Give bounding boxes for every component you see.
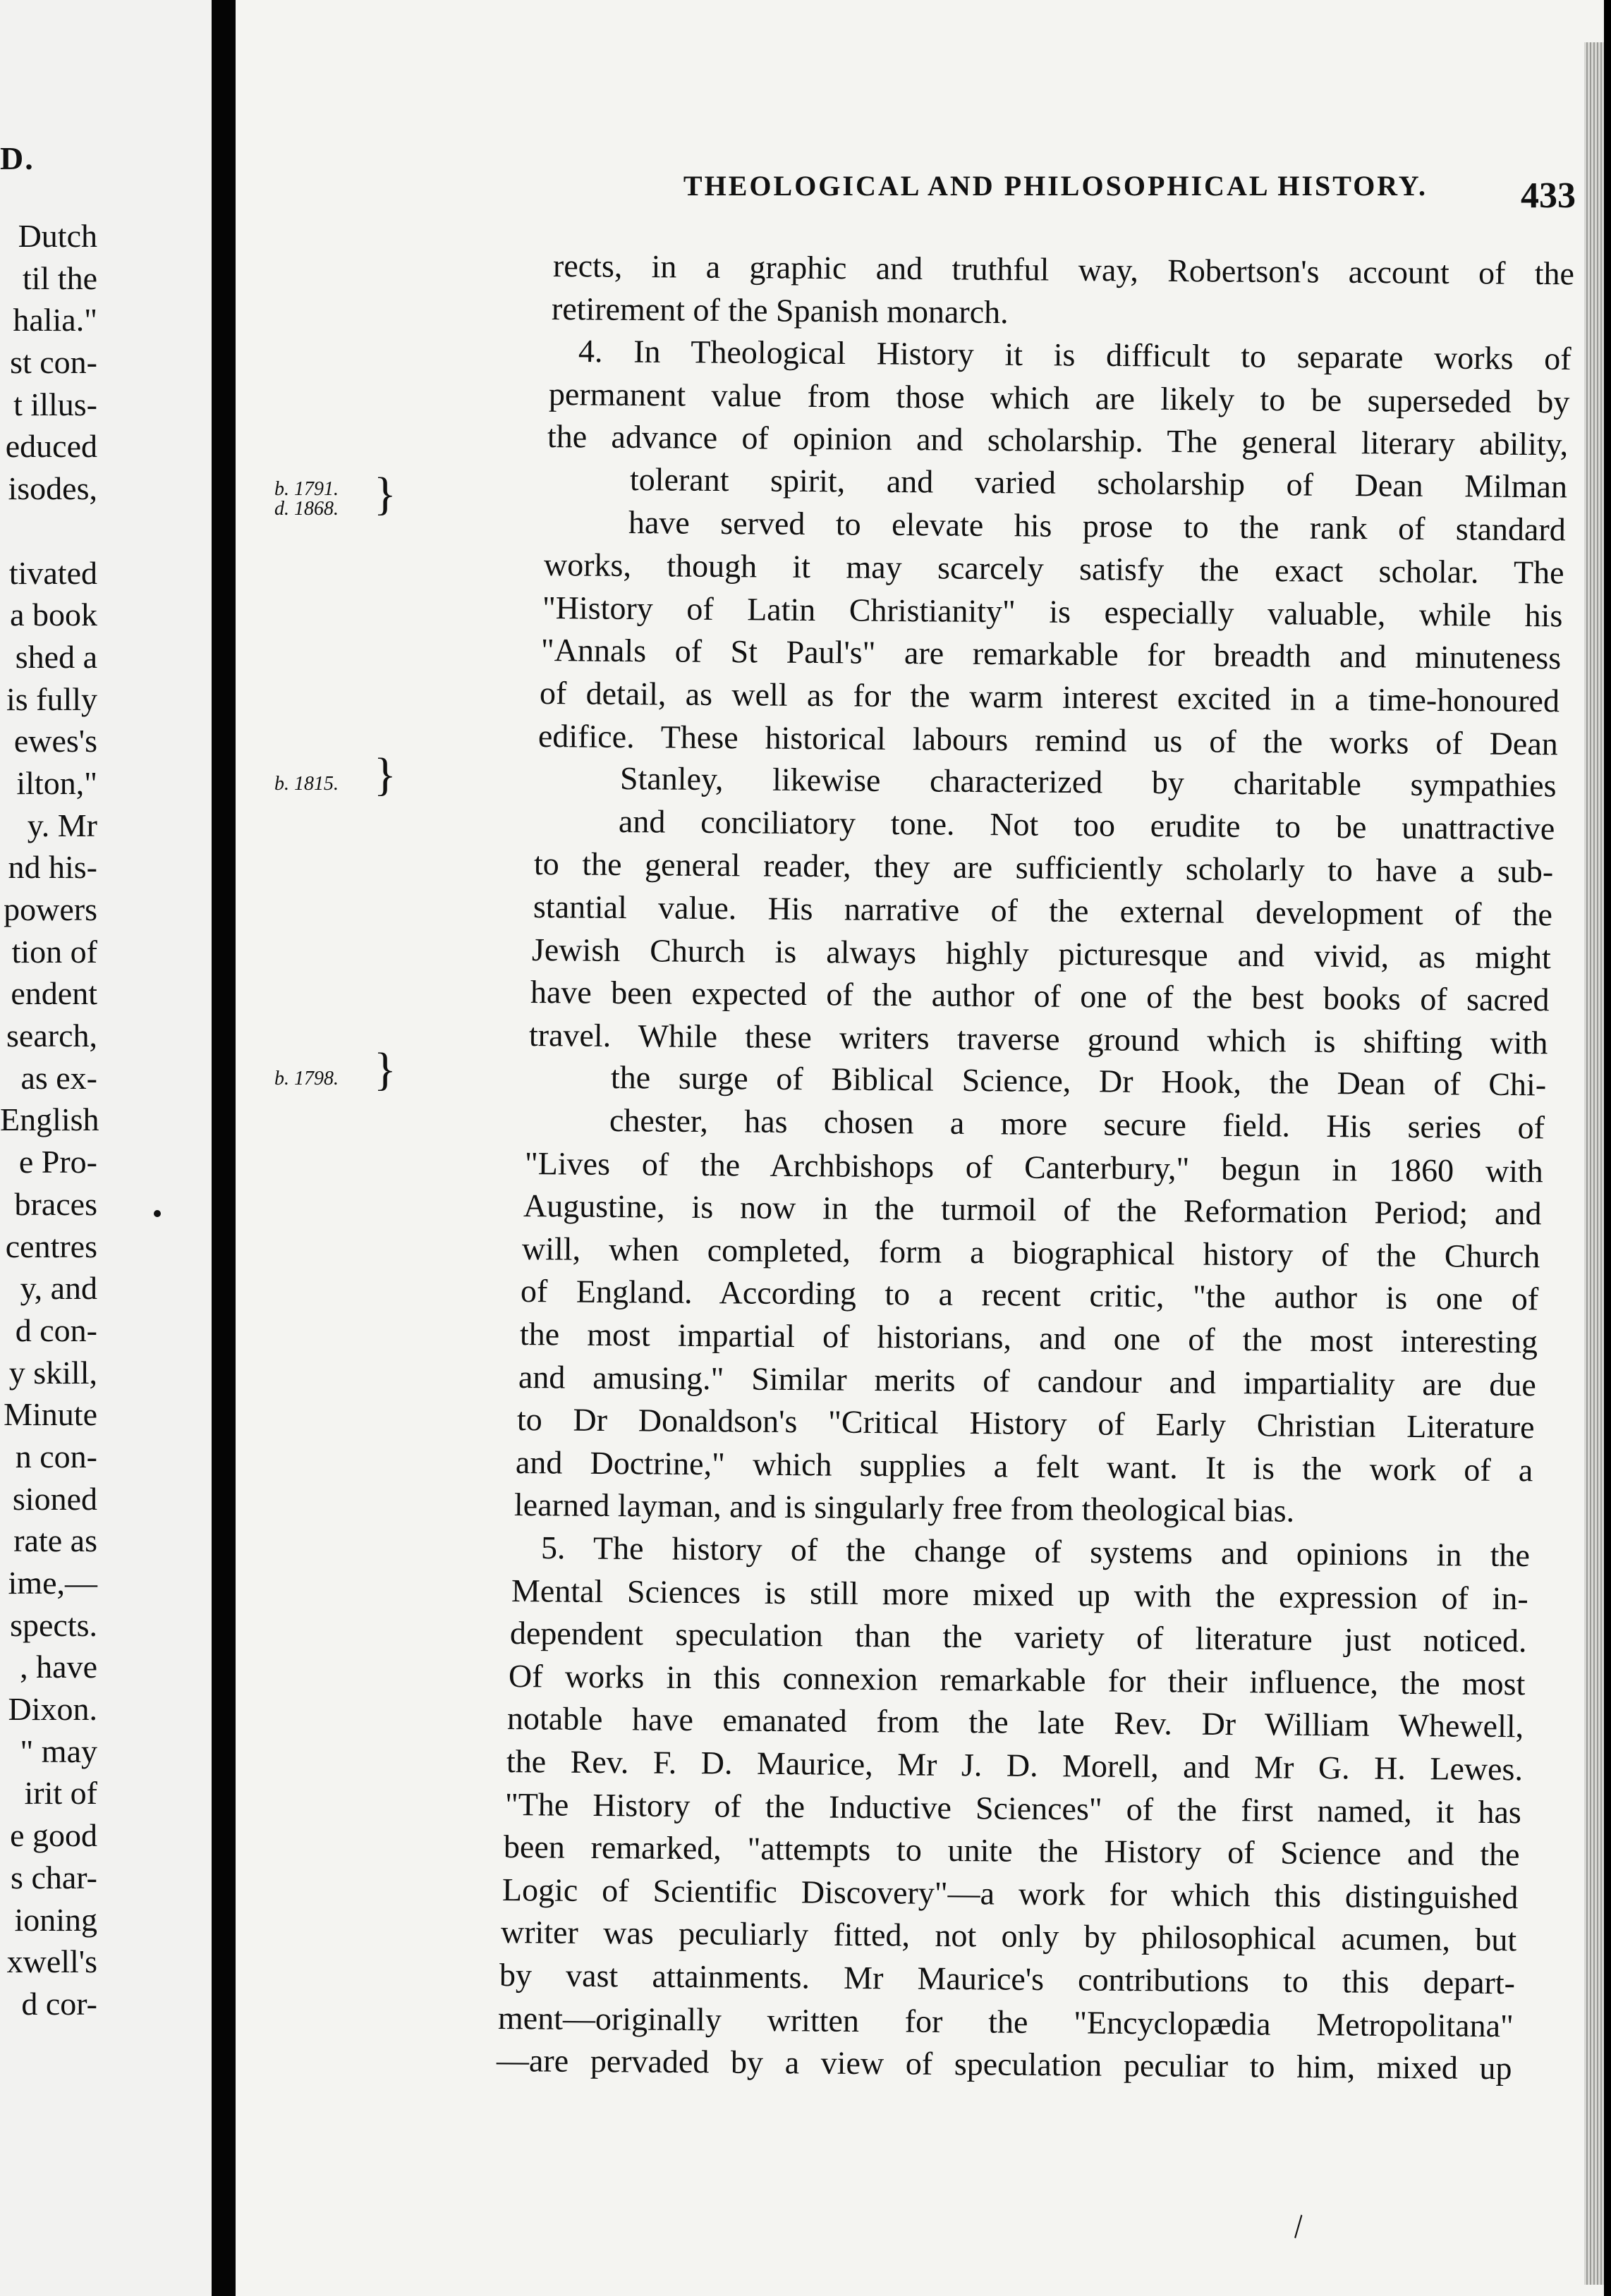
text-line: "Lives of the Archbishops of Canterbury," begun in 1860 with: [524, 1144, 1544, 1189]
text-line: Of works in this connexion remarkable for their influence, the most: [509, 1657, 1526, 1702]
text-line: travel. While these writers traverse ground which is shifting with: [528, 1016, 1548, 1061]
facing-page-line: , have: [20, 1649, 97, 1685]
text-line: —are pervaded by a view of speculation peculiar to him, mixed up: [496, 2042, 1512, 2087]
facing-page-line: centres: [5, 1228, 97, 1264]
text-line: rects, in a graphic and truthful way, Robertson's account of the: [552, 248, 1575, 292]
facing-page-line: s char-: [11, 1859, 97, 1895]
text-line: permanent value from those which are likely to be superseded by: [549, 375, 1570, 420]
margin-note-milman-birth: b. 1791.: [274, 478, 339, 500]
text-line: been remarked, "attempts to unite the History of Science and the: [503, 1828, 1520, 1873]
facing-page-line: t illus-: [13, 386, 97, 422]
facing-page-line: e good: [10, 1817, 97, 1854]
text-line: stantial value. His narrative of the external development of the: [533, 889, 1552, 933]
text-line: Logic of Scientific Discovery"—a work for which this distinguished: [501, 1871, 1519, 1916]
text-line: ment—originally written for the "Encyclopædia Metropolitana": [497, 1999, 1514, 2044]
facing-page-line: ilton,": [16, 764, 97, 801]
text-line: the Rev. F. D. Maurice, Mr J. D. Morell, and Mr G. H. Lewes.: [506, 1743, 1523, 1788]
facing-page-line: rate as: [13, 1522, 97, 1559]
facing-page-line: shed a: [15, 638, 97, 675]
text-line: of England. According to a recent critic, "the author is one of: [521, 1273, 1539, 1317]
facing-page-line: til the: [22, 259, 97, 296]
text-line: have been expected of the author of one of the best books of sacred: [530, 974, 1550, 1018]
text-line: 5. The history of the change of systems and opinions in the: [540, 1529, 1531, 1574]
facing-page-line: ewes's: [13, 723, 97, 759]
text-line: dependent speculation than the variety of literature just noticed.: [509, 1615, 1527, 1659]
facing-page-line: e Pro-: [18, 1144, 97, 1180]
text-line: Jewish Church is always highly picturesque and vivid, as might: [531, 931, 1551, 975]
text-line: "The History of the Inductive Sciences" of the first named, it has: [504, 1785, 1521, 1830]
text-line: Stanley, likewise characterized by charitable sympathies: [619, 760, 1557, 804]
facing-page-line: ioning: [14, 1901, 97, 1938]
text-line: will, when completed, form a biographical history of the Church: [522, 1230, 1540, 1275]
facing-page-line: a book: [10, 597, 97, 633]
facing-page-line: sioned: [12, 1480, 97, 1517]
text-line: by vast attainments. Mr Maurice's contributions to this depart-: [499, 1957, 1516, 2001]
text-line: chester, has chosen a more secure field. His series of: [609, 1102, 1545, 1146]
margin-brace: }: [374, 749, 396, 800]
text-line: the most impartial of historians, and one of the most interesting: [519, 1316, 1538, 1360]
facing-page-line: d con-: [15, 1312, 97, 1348]
facing-page-line: halia.": [13, 302, 97, 338]
facing-page-line: n con-: [15, 1438, 97, 1474]
facing-page-line: xwell's: [6, 1943, 97, 1980]
page-number: 433: [1521, 176, 1576, 216]
text-line: tolerant spirit, and varied scholarship of Dean Milman: [629, 461, 1567, 505]
text-line: and Doctrine," which supplies a felt want. It is the work of a: [515, 1443, 1533, 1489]
margin-brace: }: [374, 1044, 396, 1095]
text-line: the surge of Biblical Science, Dr Hook, the Dean of Chi-: [610, 1059, 1547, 1103]
facing-page-line: nd his-: [8, 849, 97, 886]
text-line: and conciliatory tone. Not too erudite to be unattractive: [619, 802, 1555, 847]
facing-page-line: isodes,: [8, 470, 97, 507]
text-line: learned layman, and is singularly free from theological bias.: [513, 1486, 1295, 1529]
facing-page-line: irit of: [24, 1775, 97, 1812]
text-line: retirement of the Spanish monarch.: [551, 290, 1009, 330]
facing-page-line: tion of: [11, 933, 97, 970]
margin-note-hook-birth: b. 1798.: [274, 1068, 339, 1089]
facing-page-line: y, and: [20, 1270, 97, 1307]
text-line: edifice. These historical labours remind us of the works of Dean: [537, 717, 1559, 762]
margin-note-milman-death: d. 1868.: [274, 498, 339, 520]
text-line: of detail, as well as for the warm interest excited in a time-honoured: [539, 675, 1560, 719]
body-text: [236, 0, 1604, 2296]
facing-page-line: Dutch: [18, 218, 97, 254]
facing-page-line: ime,—: [8, 1565, 97, 1601]
facing-page-line: as ex-: [20, 1059, 97, 1096]
text-line: to the general reader, they are sufficiently scholarly to have a sub-: [534, 845, 1554, 890]
text-line: Augustine, is now in the turmoil of the Reformation Period; and: [523, 1187, 1542, 1232]
facing-page-line: y skill,: [8, 1354, 97, 1391]
text-line: Mental Sciences is still more mixed up with the expression of in-: [511, 1572, 1529, 1616]
text-line: works, though it may scarcely satisfy the exact scholar. The: [543, 546, 1564, 591]
facing-page-line: Dixon.: [8, 1691, 97, 1728]
facing-page-line: y. Mr: [27, 807, 97, 843]
ink-dot: [154, 1210, 161, 1217]
margin-note-stanley-birth: b. 1815.: [274, 773, 339, 795]
text-line: writer was peculiarly fitted, not only by philosophical acumen, but: [500, 1914, 1517, 1958]
text-line: "Annals of St Paul's" are remarkable for breadth and minuteness: [540, 632, 1562, 676]
text-line: and amusing." Similar merits of candour and impartiality are due: [518, 1358, 1536, 1403]
facing-page-line: [0, 512, 212, 554]
facing-page-line: spects.: [10, 1606, 97, 1643]
text-line: notable have emanated from the late Rev. Dr William Whewell,: [507, 1700, 1524, 1745]
facing-page-line: endent: [11, 975, 97, 1012]
facing-page-heading: D.: [0, 140, 35, 176]
facing-page-line: search,: [6, 1018, 97, 1054]
text-line: have served to elevate his prose to the rank of standard: [628, 503, 1566, 548]
text-line: to Dr Donaldson's "Critical History of Early Christian Literature: [516, 1401, 1535, 1446]
running-head: THEOLOGICAL AND PHILOSOPHICAL HISTORY.: [683, 170, 1428, 202]
stray-ink-mark: \: [1284, 2208, 1313, 2245]
text-line: "History of Latin Christianity" is especially valuable, while his: [542, 589, 1563, 634]
facing-page-line: d cor-: [21, 1985, 97, 2022]
text-line: the advance of opinion and scholarship. The general literary ability,: [547, 418, 1569, 463]
book-gutter: [212, 0, 236, 2296]
facing-page-text: [0, 217, 212, 2027]
facing-page-line: Minute: [4, 1396, 97, 1433]
facing-page-line: tivated: [8, 554, 97, 591]
facing-page-line: braces: [14, 1185, 97, 1222]
facing-page-line: is fully: [6, 680, 97, 717]
facing-page-line: educed: [5, 428, 97, 465]
facing-page-line: st con-: [10, 344, 97, 381]
facing-page-line: powers: [4, 891, 97, 927]
facing-page-line: English: [0, 1101, 99, 1138]
facing-page: [0, 0, 212, 2296]
facing-page-line: " may: [20, 1733, 97, 1769]
book-page: [236, 0, 1604, 2296]
margin-brace: }: [374, 468, 396, 520]
text-line: 4. In Theological History it is difficult to separate works of: [578, 333, 1572, 377]
